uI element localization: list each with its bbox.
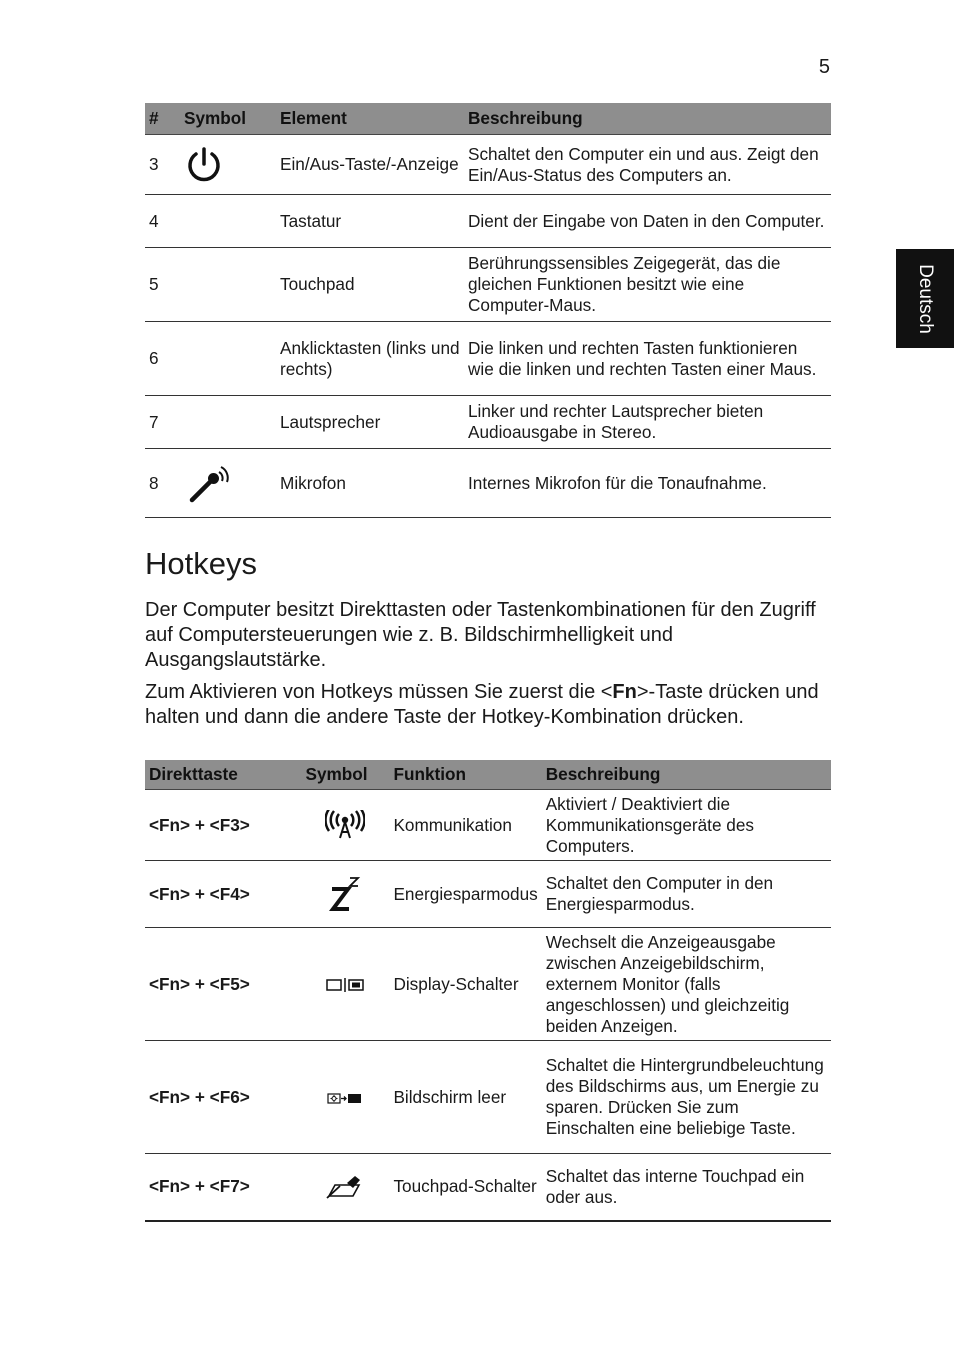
intro-paragraph: Der Computer besitzt Direkttasten oder Tastenkombinationen für den Zugriff auf Computersteuerungen wie z. B. Bildschirmhelligkeit und Ausgangslautstärke. <box>145 599 816 671</box>
table-row <box>145 861 831 928</box>
row-number: 4 <box>145 195 180 248</box>
table-row <box>145 135 831 195</box>
row-hotkey: <Fn> + <F4> <box>145 861 302 928</box>
row-function: Energiesparmodus <box>389 861 541 928</box>
components-header-row <box>145 103 831 135</box>
intro2-after: >-Taste drücken und halten und dann die andere Taste der Hotkey-Kombination drücken. <box>145 681 819 728</box>
row-element: Anklicktasten (links und rechts) <box>276 322 464 396</box>
microphone-icon <box>184 460 234 506</box>
table-row <box>145 1041 831 1154</box>
row-function: Kommunikation <box>389 790 541 861</box>
row-description: Wechselt die Anzeigeausgabe zwischen Anzeigebildschirm, externem Monitor (falls angeschlossen) und gleichzeitig beiden Anzeigen. <box>542 928 831 1041</box>
row-hotkey: <Fn> + <F5> <box>145 928 302 1041</box>
row-number: 8 <box>145 449 180 518</box>
col-symbol: Symbol <box>302 760 390 790</box>
col-description: Beschreibung <box>542 760 831 790</box>
row-function: Bildschirm leer <box>389 1041 541 1154</box>
row-element: Mikrofon <box>276 449 464 518</box>
row-number: 7 <box>145 396 180 449</box>
language-tab-label: Deutsch <box>915 263 936 334</box>
section-title: Hotkeys <box>145 546 257 581</box>
wireless-communication-icon <box>325 810 365 840</box>
screen-blank-icon <box>326 1091 364 1105</box>
table-row <box>145 449 831 518</box>
row-number: 5 <box>145 248 180 322</box>
table-row <box>145 790 831 861</box>
table-row <box>145 1154 831 1221</box>
row-function: Touchpad-Schalter <box>389 1154 541 1221</box>
touchpad-toggle-icon <box>325 1174 365 1200</box>
row-symbol <box>180 322 276 396</box>
hotkeys-table <box>145 760 831 1222</box>
sleep-zz-icon <box>328 875 362 913</box>
row-description: Aktiviert / Deaktiviert die Kommunikationsgeräte des Computers. <box>542 790 831 861</box>
row-description: Schaltet den Computer ein und aus. Zeigt den Ein/Aus-Status des Computers an. <box>464 135 831 195</box>
row-hotkey: <Fn> + <F7> <box>145 1154 302 1221</box>
row-description: Schaltet die Hintergrundbeleuchtung des Bildschirms aus, um Energie zu sparen. Drücken Sie zum Einschalten eine beliebige Taste. <box>542 1041 831 1154</box>
power-icon <box>184 145 224 185</box>
row-element: Tastatur <box>276 195 464 248</box>
row-description: Internes Mikrofon für die Tonaufnahme. <box>464 449 831 518</box>
row-symbol <box>302 1041 390 1154</box>
table-row <box>145 195 831 248</box>
col-symbol: Symbol <box>180 103 276 135</box>
row-description: Schaltet den Computer in den Energiesparmodus. <box>542 861 831 928</box>
col-function: Funktion <box>389 760 541 790</box>
hotkeys-header-row <box>145 760 831 790</box>
row-number: 6 <box>145 322 180 396</box>
fn-key-label: Fn <box>612 681 637 703</box>
row-description: Die linken und rechten Tasten funktionieren wie die linken und rechten Tasten einer Maus. <box>464 322 831 396</box>
display-toggle-icon <box>326 978 364 992</box>
row-description: Schaltet das interne Touchpad ein oder aus. <box>542 1154 831 1221</box>
page-number: 5 <box>818 56 830 78</box>
row-element: Ein/Aus-Taste/-Anzeige <box>276 135 464 195</box>
row-symbol <box>302 790 390 861</box>
row-description: Linker und rechter Lautsprecher bieten Audioausgabe in Stereo. <box>464 396 831 449</box>
col-element: Element <box>276 103 464 135</box>
intro-paragraph-fn <box>145 680 835 730</box>
col-number: # <box>145 103 180 135</box>
row-element: Touchpad <box>276 248 464 322</box>
row-symbol <box>302 1154 390 1221</box>
row-hotkey: <Fn> + <F6> <box>145 1041 302 1154</box>
components-table <box>145 103 831 518</box>
row-number: 3 <box>145 135 180 195</box>
intro2-before: Zum Aktivieren von Hotkeys müssen Sie zuerst die < <box>145 681 613 703</box>
row-description: Dient der Eingabe von Daten in den Computer. <box>464 195 831 248</box>
table-row <box>145 322 831 396</box>
row-symbol <box>180 135 276 195</box>
table-row <box>145 248 831 322</box>
row-description: Berührungssensibles Zeigegerät, das die gleichen Funktionen besitzt wie eine Computer-Maus. <box>464 248 831 322</box>
row-symbol <box>302 861 390 928</box>
table-row <box>145 396 831 449</box>
row-symbol <box>302 928 390 1041</box>
row-symbol <box>180 195 276 248</box>
row-hotkey: <Fn> + <F3> <box>145 790 302 861</box>
table-row <box>145 928 831 1041</box>
row-symbol <box>180 396 276 449</box>
row-element: Lautsprecher <box>276 396 464 449</box>
col-description: Beschreibung <box>464 103 831 135</box>
row-symbol <box>180 449 276 518</box>
col-hotkey: Direkttaste <box>145 760 302 790</box>
row-function: Display-Schalter <box>389 928 541 1041</box>
row-symbol <box>180 248 276 322</box>
language-tab <box>896 249 954 348</box>
